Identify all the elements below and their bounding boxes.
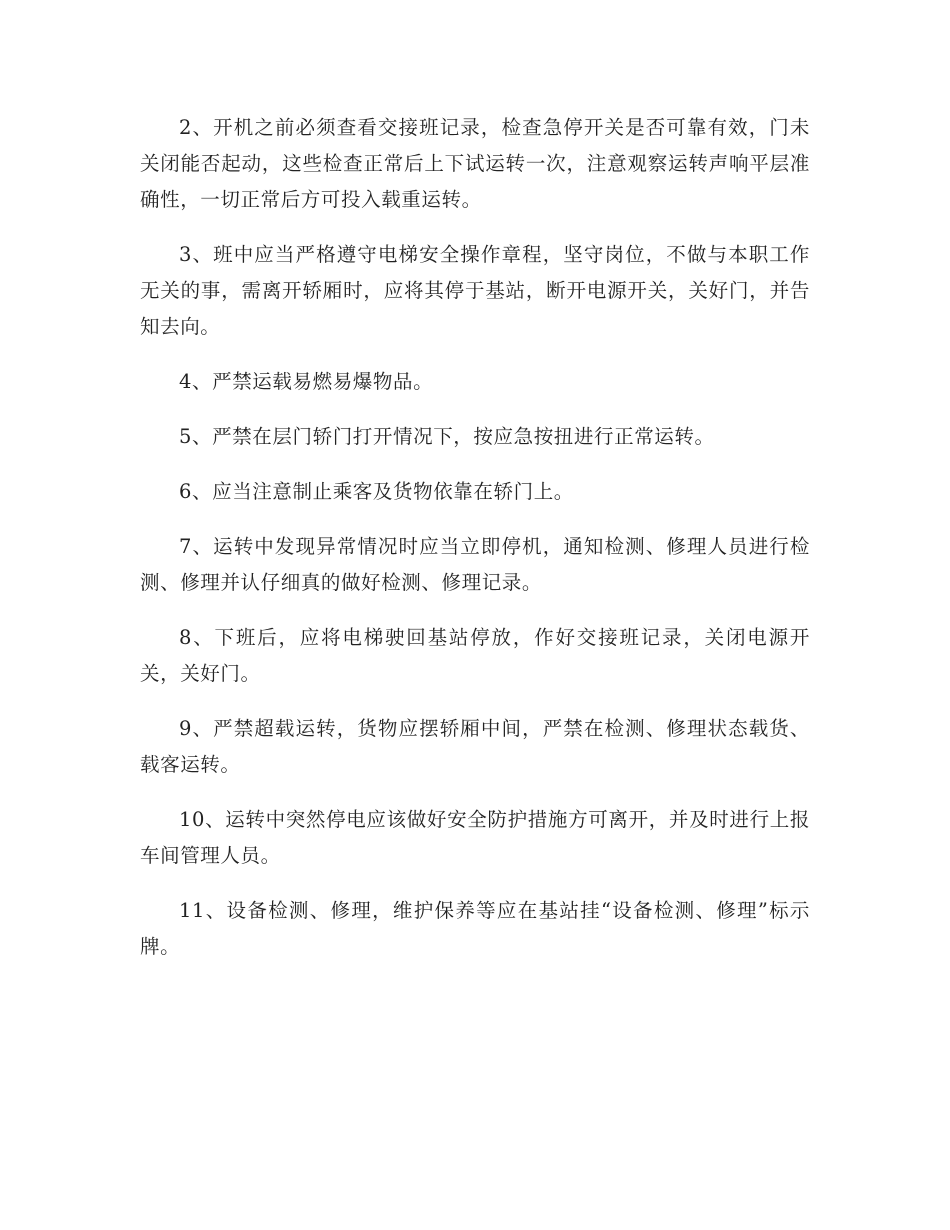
document-body <box>140 110 810 984</box>
paragraph-item-2: 2、开机之前必须查看交接班记录，检查急停开关是否可靠有效，门未关闭能否起动，这些检查正常后上下试运转一次，注意观察运转声响平层准确性，一切正常后方可投入载重运转。 <box>140 116 810 211</box>
paragraph-item-3: 3、班中应当严格遵守电梯安全操作章程，坚守岗位，不做与本职工作无关的事，需离开轿厢时，应将其停于基站，断开电源开关，关好门，并告知去向。 <box>140 243 810 338</box>
paragraph-item-10: 10、运转中突然停电应该做好安全防护措施方可离开，并及时进行上报车间管理人员。 <box>140 808 810 867</box>
paragraph-item-11: 11、设备检测、修理，维护保养等应在基站挂“设备检测、修理”标示牌。 <box>140 899 810 958</box>
paragraph-item-7: 7、运转中发现异常情况时应当立即停机，通知检测、修理人员进行检测、修理并认仔细真的做好检测、修理记录。 <box>140 535 810 594</box>
paragraph-item-4: 4、严禁运载易燃易爆物品。 <box>179 370 434 393</box>
paragraph-item-9: 9、严禁超载运转，货物应摆轿厢中间，严禁在检测、修理状态载货、载客运转。 <box>140 717 810 776</box>
paragraph-item-8: 8、下班后，应将电梯驶回基站停放，作好交接班记录，关闭电源开关，关好门。 <box>140 626 810 685</box>
paragraph-item-5: 5、严禁在层门轿门打开情况下，按应急按扭进行正常运转。 <box>179 425 715 448</box>
paragraph-item-6: 6、应当注意制止乘客及货物依靠在轿门上。 <box>179 480 574 503</box>
